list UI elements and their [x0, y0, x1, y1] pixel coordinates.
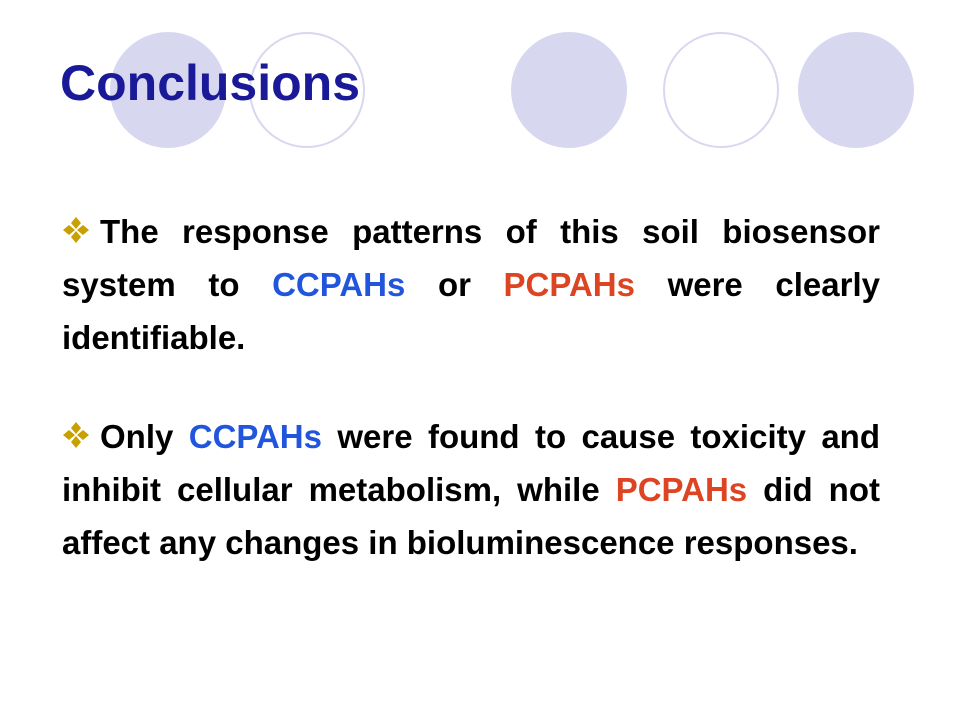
- decorative-circle: [798, 32, 914, 148]
- bullet-text: Only: [100, 418, 189, 455]
- highlight-pcpahs: PCPAHs: [615, 471, 748, 508]
- bullet-text: were found to cause toxicity and inhibit cellular metabolism, while: [62, 418, 880, 508]
- decorative-circle: [511, 32, 627, 148]
- highlight-pcpahs: PCPAHs: [503, 266, 635, 303]
- four-diamond-bullet-icon: [62, 421, 100, 449]
- bullet-text: did not affect any changes in bioluminescence responses.: [62, 471, 880, 561]
- bullet-text: were clearly identifiable.: [62, 266, 880, 356]
- bullet-item: [62, 410, 880, 569]
- bullet-text: The response patterns of this soil biosensor system to: [62, 213, 880, 303]
- four-diamond-bullet-icon: [62, 216, 100, 244]
- slide-title: Conclusions: [60, 55, 361, 111]
- bullet-text: or: [405, 266, 504, 303]
- highlight-ccpahs: CCPAHs: [188, 418, 322, 455]
- highlight-ccpahs: CCPAHs: [272, 266, 406, 303]
- decorative-circle-outline: [663, 32, 779, 148]
- bullet-list: [62, 205, 880, 615]
- bullet-item: [62, 205, 880, 364]
